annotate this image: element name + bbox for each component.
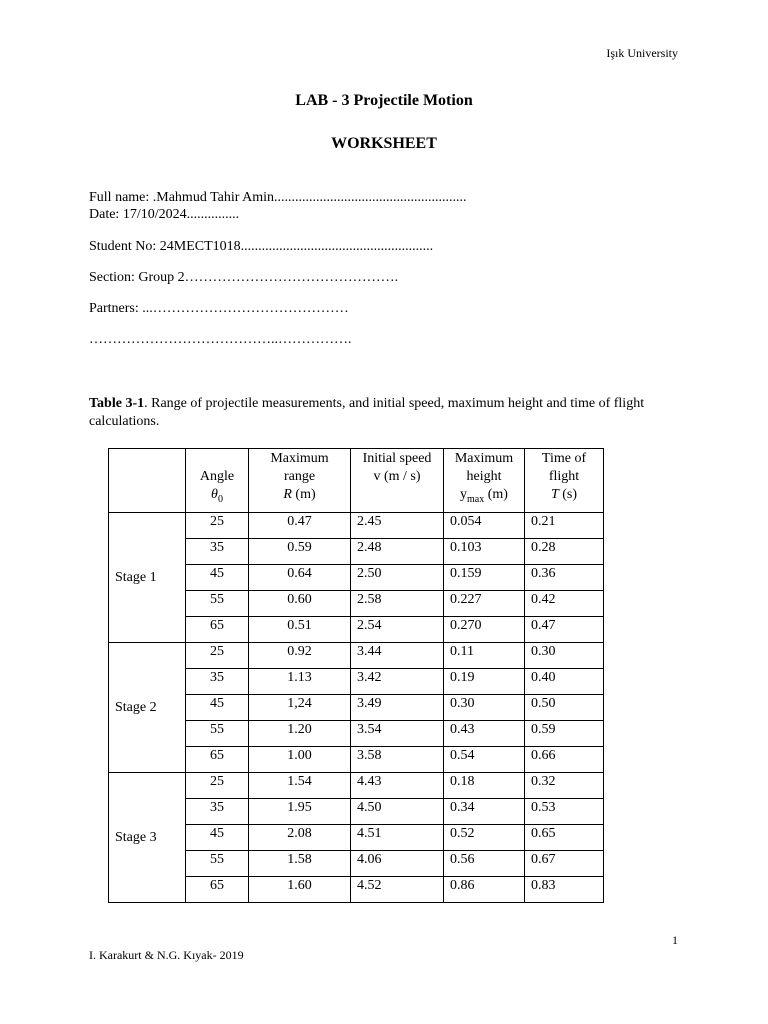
table-caption [89,395,679,431]
range-cell: 1.00 [249,747,351,773]
section-field: Section: Group 2………………………………………. [89,270,399,285]
footer-credit: I. Karakurt & N.G. Kıyak- 2019 [89,948,244,962]
table-row [109,643,604,669]
speed-cell: 4.51 [351,825,444,851]
header-angle-symbol: $\theta_0$ [211,487,223,505]
header-range-line2: range [283,469,316,484]
speed-cell: 4.52 [351,877,444,903]
angle-cell: 65 [186,617,249,643]
header-time-line2: flight [548,469,580,484]
header-time-line1: Time of [541,451,587,466]
angle-cell: 65 [186,747,249,773]
height-cell: 0.159 [444,565,525,591]
angle-cell: 35 [186,539,249,565]
angle-cell: 55 [186,591,249,617]
angle-cell: 35 [186,799,249,825]
angle-cell: 25 [186,643,249,669]
time-cell: 0.66 [525,747,604,773]
time-cell: 0.50 [525,695,604,721]
speed-cell: 4.06 [351,851,444,877]
range-cell: 0.47 [249,513,351,539]
height-cell: 0.34 [444,799,525,825]
header-time-symbol: T (s) [550,487,578,502]
time-cell: 0.21 [525,513,604,539]
angle-cell: 25 [186,513,249,539]
height-cell: 0.86 [444,877,525,903]
time-cell: 0.59 [525,721,604,747]
time-cell: 0.42 [525,591,604,617]
university-header: Işık University [606,46,678,60]
height-cell: 0.270 [444,617,525,643]
header-blank [109,449,186,513]
range-cell: 1.20 [249,721,351,747]
range-cell: 0.51 [249,617,351,643]
speed-cell: 3.42 [351,669,444,695]
time-cell: 0.32 [525,773,604,799]
angle-cell: 35 [186,669,249,695]
date-field: Date: 17/10/2024............... [89,207,240,222]
angle-cell: 25 [186,773,249,799]
speed-cell: 2.50 [351,565,444,591]
table-row [109,513,604,539]
student-no-field: Student No: 24MECT1018....................................................... [89,239,434,254]
header-height-line2: height [466,469,502,484]
time-cell: 0.53 [525,799,604,825]
header-speed [351,449,444,513]
stage-label: Stage 3 [109,773,186,903]
speed-cell: 4.50 [351,799,444,825]
header-angle-line1: Angle [199,469,235,484]
speed-cell: 2.45 [351,513,444,539]
speed-cell: 3.49 [351,695,444,721]
time-cell: 0.40 [525,669,604,695]
table-header-row [109,449,604,513]
page-subtitle: WORKSHEET [331,135,437,152]
range-cell: 1.13 [249,669,351,695]
speed-cell: 3.58 [351,747,444,773]
range-cell: 0.59 [249,539,351,565]
angle-cell: 45 [186,565,249,591]
height-cell: 0.227 [444,591,525,617]
range-cell: 1.60 [249,877,351,903]
range-cell: 1,24 [249,695,351,721]
speed-cell: 3.44 [351,643,444,669]
header-time [525,449,604,513]
range-cell: 0.60 [249,591,351,617]
speed-cell: 4.43 [351,773,444,799]
speed-cell: 3.54 [351,721,444,747]
height-cell: 0.56 [444,851,525,877]
angle-cell: 55 [186,851,249,877]
time-cell: 0.47 [525,617,604,643]
height-cell: 0.30 [444,695,525,721]
height-cell: 0.054 [444,513,525,539]
height-cell: 0.18 [444,773,525,799]
speed-cell: 2.54 [351,617,444,643]
stage-label: Stage 1 [109,513,186,643]
angle-cell: 65 [186,877,249,903]
height-cell: 0.52 [444,825,525,851]
angle-cell: 55 [186,721,249,747]
stage-label: Stage 2 [109,643,186,773]
fullname-field: Full name: .Mahmud Tahir Amin....................................................... [89,190,467,205]
height-cell: 0.54 [444,747,525,773]
header-height-symbol: $y_{max}$ (m) [460,487,508,505]
table-body [109,513,604,903]
header-speed-line2: v (m / s) [373,469,421,484]
height-cell: 0.19 [444,669,525,695]
time-cell: 0.36 [525,565,604,591]
header-height-line1: Maximum [454,451,514,466]
time-cell: 0.30 [525,643,604,669]
header-range-line1: Maximum [270,451,329,466]
height-cell: 0.103 [444,539,525,565]
range-cell: 1.54 [249,773,351,799]
range-cell: 1.58 [249,851,351,877]
header-range-symbol: R (m) [283,487,316,502]
page-title: LAB - 3 Projectile Motion [295,92,473,109]
angle-cell: 45 [186,695,249,721]
time-cell: 0.28 [525,539,604,565]
speed-cell: 2.58 [351,591,444,617]
partners-field: Partners: ...…………………………………… [89,301,349,316]
range-cell: 0.92 [249,643,351,669]
header-angle [186,449,249,513]
table-row [109,773,604,799]
angle-cell: 45 [186,825,249,851]
page-number: 1 [672,933,678,947]
range-cell: 1.95 [249,799,351,825]
time-cell: 0.67 [525,851,604,877]
header-range [249,449,351,513]
height-cell: 0.11 [444,643,525,669]
header-speed-line1: Initial speed [362,451,432,466]
speed-cell: 2.48 [351,539,444,565]
table-caption-text: . Range of projectile measurements, and initial speed, maximum height and time of flight calculations. [89,396,645,429]
height-cell: 0.43 [444,721,525,747]
time-cell: 0.65 [525,825,604,851]
time-cell: 0.83 [525,877,604,903]
measurements-table [108,448,604,903]
range-cell: 2.08 [249,825,351,851]
range-cell: 0.64 [249,565,351,591]
partners-continued: …………………………………..……………. [89,332,352,347]
header-height [444,449,525,513]
table-label: Table 3-1 [89,396,145,411]
